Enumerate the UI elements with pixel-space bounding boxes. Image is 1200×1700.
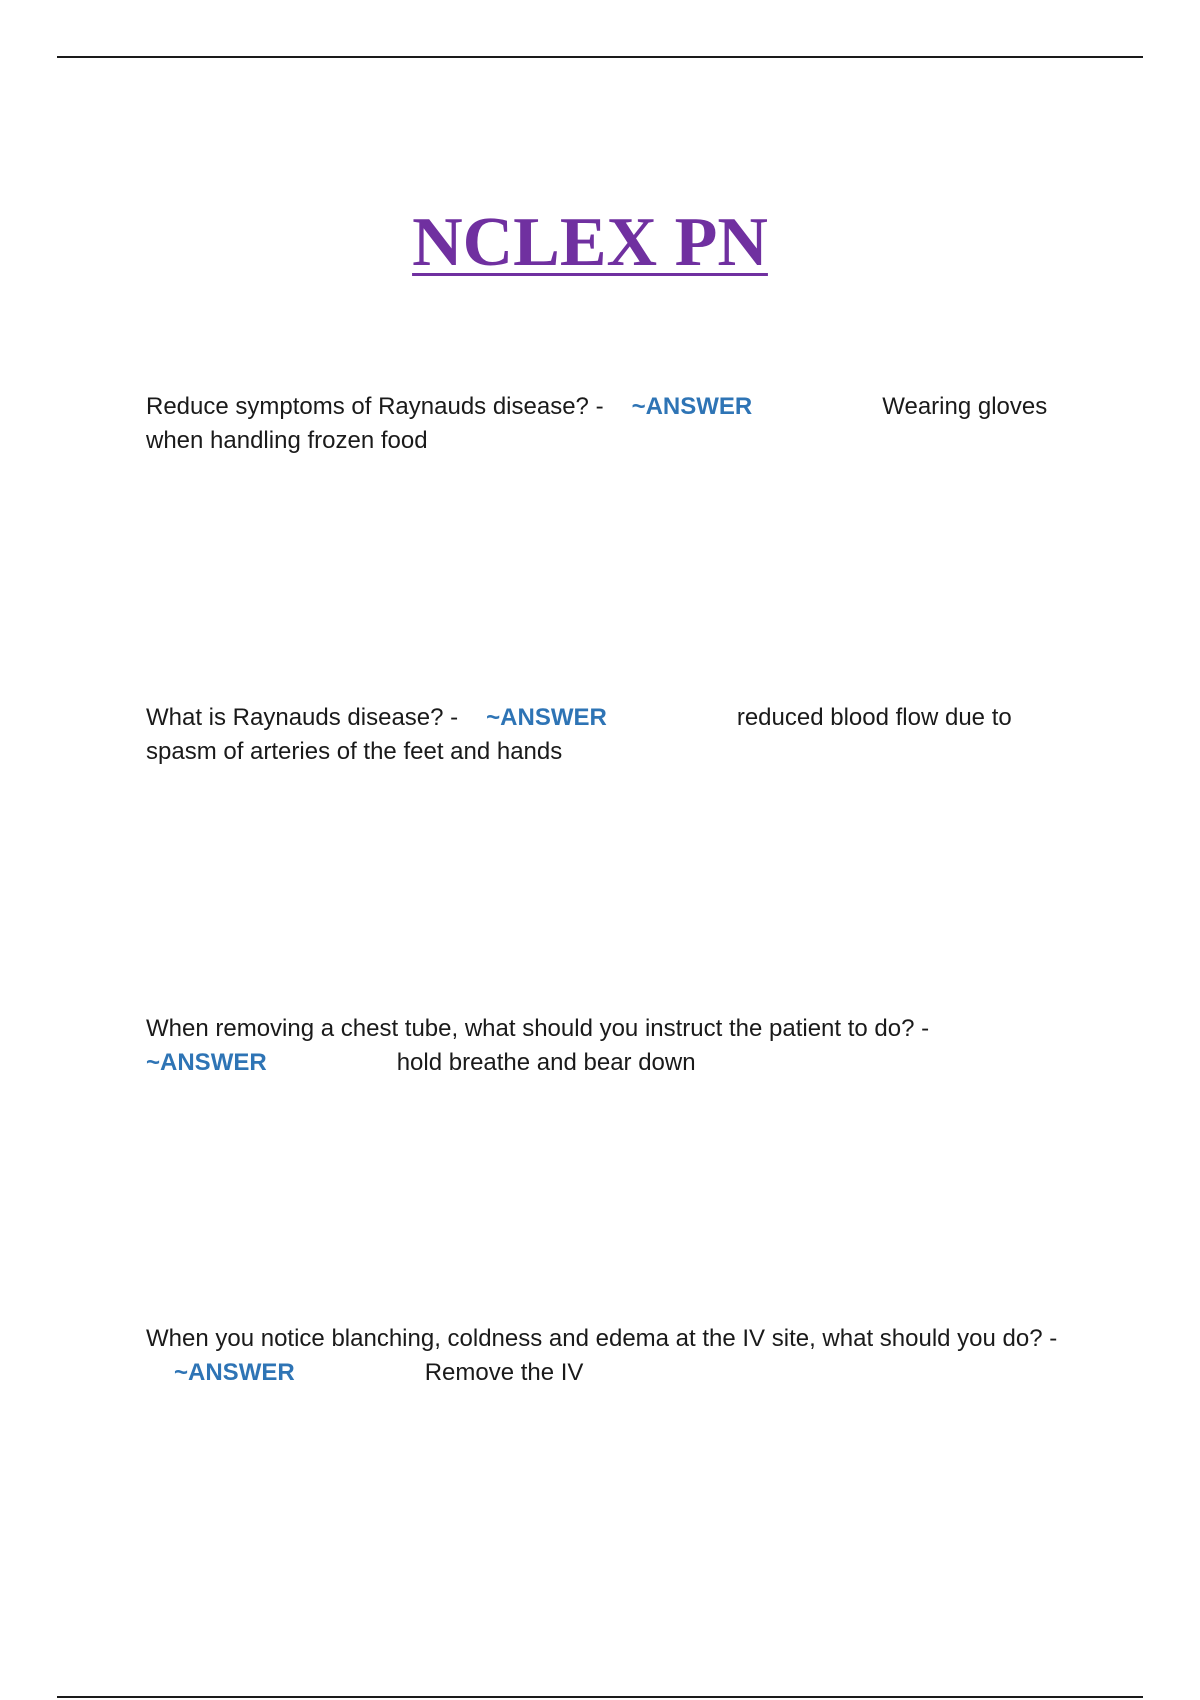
header-rule [57,56,1143,58]
answer-text: Remove the IV [424,1359,584,1386]
qa-item-4 [146,1322,1086,1390]
answer-tag: ~ANSWER [631,393,753,420]
question-text: Reduce symptoms of Raynauds disease? - [146,393,604,420]
qa-item-2 [146,701,1086,769]
question-text: When removing a chest tube, what should you instruct the patient to do? - [146,1015,930,1042]
document-title-text: NCLEX PN [412,204,768,281]
question-text: What is Raynauds disease? - [146,704,459,731]
answer-text: hold breathe and bear down [396,1049,696,1076]
qa-item-1 [146,390,1086,458]
qa-item-3 [146,1012,1086,1080]
answer-text: Wearing gloves when handling frozen food [146,393,1048,454]
document-title [0,204,1200,281]
answer-tag: ~ANSWER [174,1359,295,1386]
answer-text: reduced blood flow due to spasm of arteries of the feet and hands [146,704,1012,765]
footer-rule [57,1696,1143,1698]
question-text: When you notice blanching, coldness and edema at the IV site, what should you do? - [146,1325,1058,1352]
answer-tag: ~ANSWER [486,704,607,731]
answer-tag: ~ANSWER [146,1049,267,1076]
